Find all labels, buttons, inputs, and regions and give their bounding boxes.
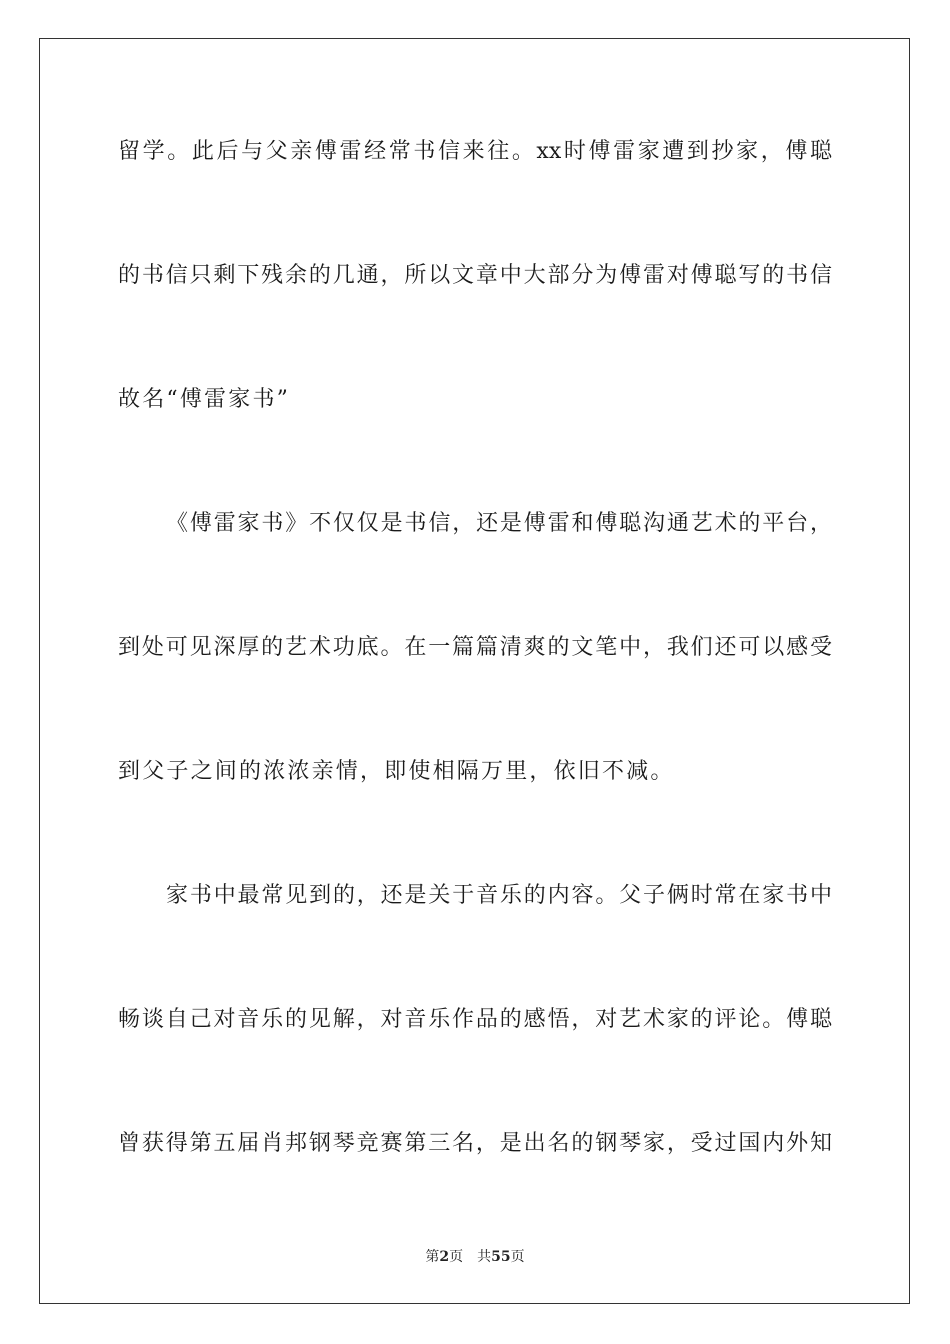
- body-text-line-4: 《傅雷家书》不仅仅是书信，还是傅雷和傅聪沟通艺术的平台，: [166, 511, 832, 536]
- footer-total-pages: 55: [491, 1249, 511, 1265]
- body-text-line-5: 到处可见深厚的艺术功底。在一篇篇清爽的文笔中，我们还可以感受: [118, 635, 832, 660]
- page-footer: [0, 1248, 950, 1266]
- body-text-line-6: 到父子之间的浓浓亲情，即使相隔万里，依旧不减。: [118, 759, 675, 784]
- body-text-line-1: 留学。此后与父亲傅雷经常书信来往。xx时傅雷家遭到抄家，傅聪: [118, 139, 832, 164]
- footer-page-suffix: 页: [449, 1249, 464, 1265]
- footer-total-suffix: 页: [510, 1249, 525, 1265]
- footer-page-prefix: 第: [425, 1249, 440, 1265]
- body-text-line-9: 曾获得第五届肖邦钢琴竞赛第三名，是出名的钢琴家，受过国内外知: [118, 1131, 832, 1156]
- body-text-line-3: 故名“傅雷家书”: [118, 387, 291, 412]
- body-text-line-2: 的书信只剩下残余的几通，所以文章中大部分为傅雷对傅聪写的书信: [118, 263, 832, 288]
- footer-total-prefix: 共: [477, 1249, 492, 1265]
- body-text-line-8: 畅谈自己对音乐的见解，对音乐作品的感悟，对艺术家的评论。傅聪: [118, 1007, 832, 1032]
- page-border: [39, 38, 910, 1304]
- footer-page-number: 2: [439, 1249, 450, 1265]
- body-text-line-7: 家书中最常见到的，还是关于音乐的内容。父子俩时常在家书中: [166, 883, 832, 908]
